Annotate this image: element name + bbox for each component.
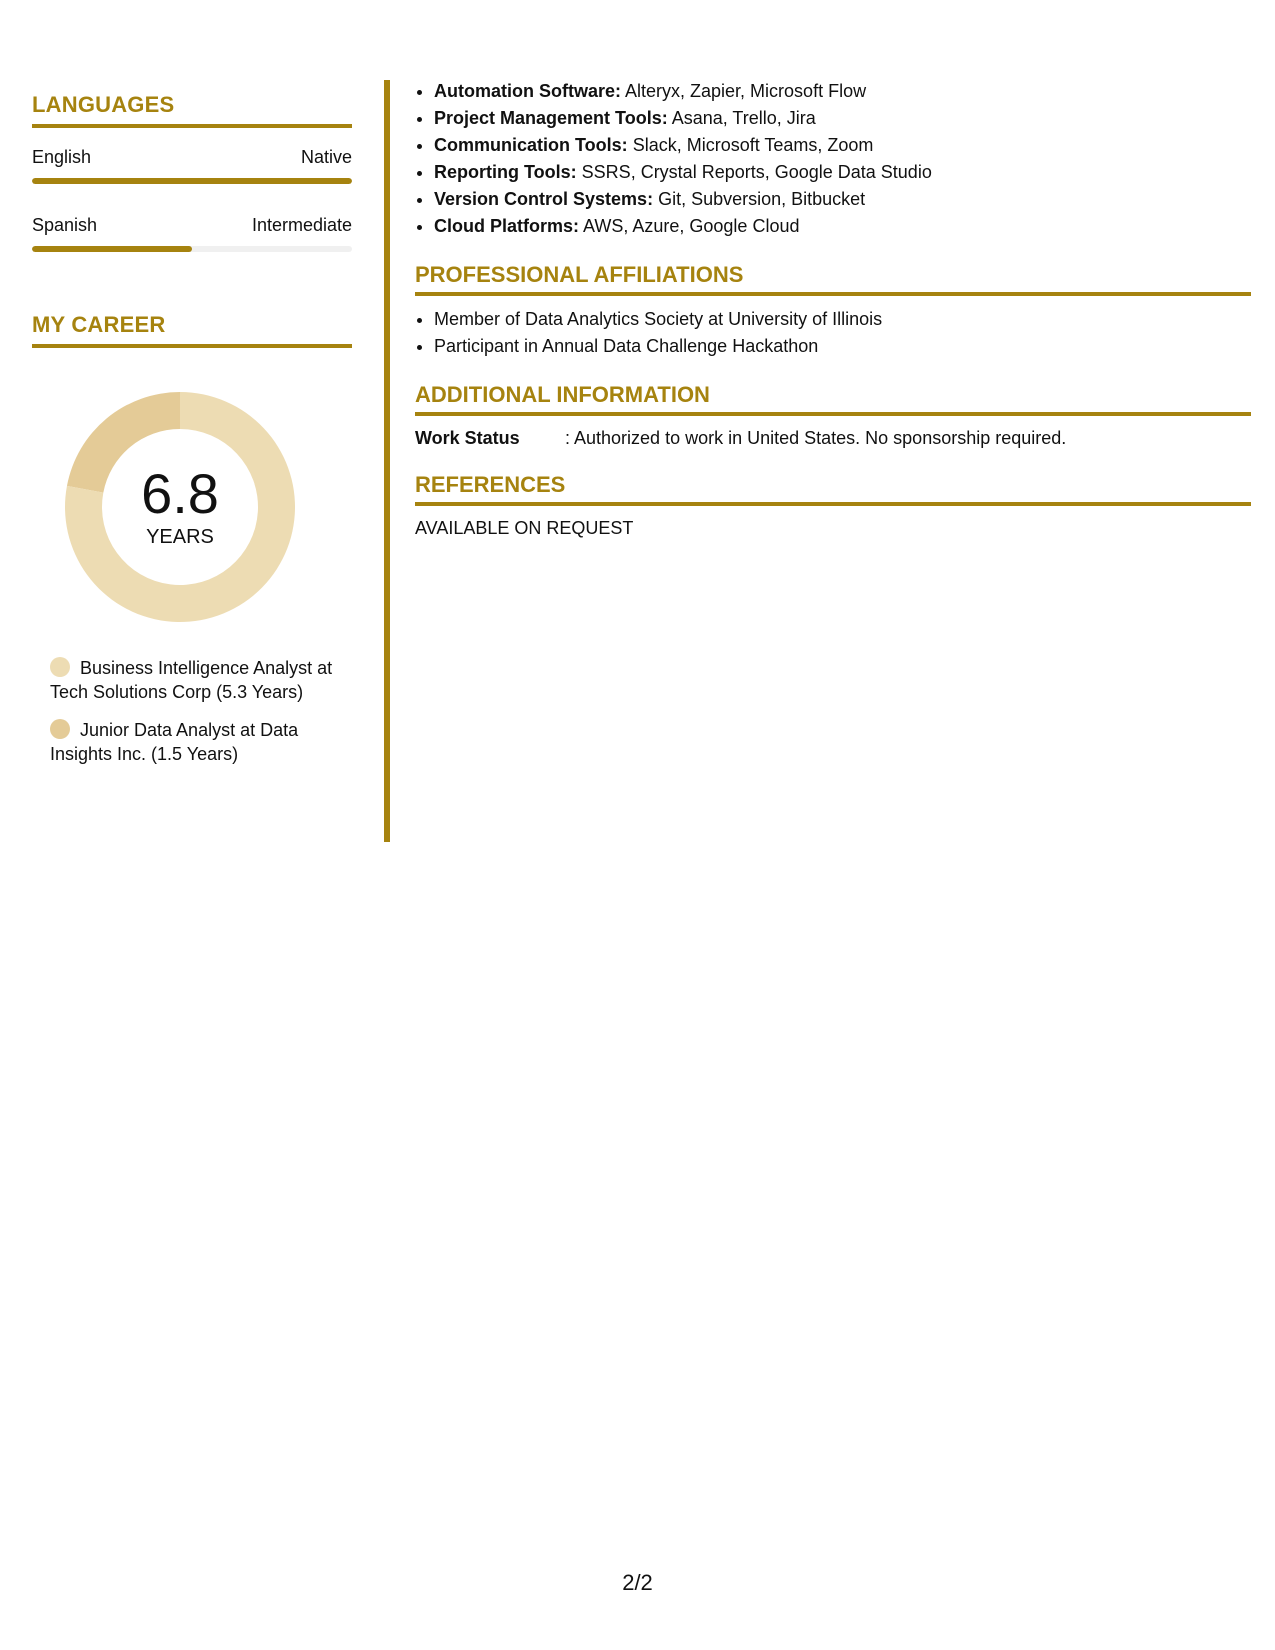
references-text: AVAILABLE ON REQUEST [415, 518, 634, 538]
language-name: Spanish [32, 215, 98, 235]
skill-item [434, 78, 1251, 105]
language-proficiency-bar [32, 178, 352, 184]
languages-section [32, 92, 352, 252]
skill-label: Communication Tools: [434, 135, 628, 155]
language-proficiency-fill [32, 246, 192, 252]
language-item [32, 146, 352, 184]
career-heading: MY CAREER [32, 312, 352, 348]
affiliation-item: • Member of Data Analytics Society at University of Illinois [434, 306, 1251, 333]
skill-item [434, 186, 1251, 213]
language-level: Intermediate [251, 215, 352, 235]
skills-list [415, 78, 1251, 240]
skill-label: Reporting Tools: [434, 162, 577, 182]
work-status-row [415, 426, 1251, 450]
skill-value: Slack, Microsoft Teams, Zoom [632, 135, 874, 155]
legend-dot-icon [50, 719, 70, 739]
affiliations-list [415, 306, 1251, 360]
additional-info-section [415, 382, 1251, 450]
skill-item [434, 132, 1251, 159]
references-heading: REFERENCES [415, 472, 1251, 506]
skill-value: Git, Subversion, Bitbucket [658, 189, 866, 209]
skill-label: Cloud Platforms: [434, 216, 580, 236]
legend-dot-icon [50, 657, 70, 677]
skill-value: Asana, Trello, Jira [671, 108, 816, 128]
additional-info-heading: ADDITIONAL INFORMATION [415, 382, 1251, 416]
career-legend [50, 656, 340, 766]
language-name: English [32, 147, 92, 167]
work-status-label: Work Status [415, 428, 520, 448]
skill-label: Project Management Tools: [434, 108, 668, 128]
affiliations-heading: PROFESSIONAL AFFILIATIONS [415, 262, 1251, 296]
skill-value: SSRS, Crystal Reports, Google Data Studio [581, 162, 932, 182]
career-donut-chart [65, 392, 295, 622]
skill-item [434, 105, 1251, 132]
language-level: Native [300, 147, 352, 167]
career-total-unit: YEARS [146, 526, 214, 548]
skill-item [434, 159, 1251, 186]
skill-label: Automation Software: [434, 81, 621, 101]
references-section [415, 472, 1251, 540]
skill-value: AWS, Azure, Google Cloud [583, 216, 800, 236]
career-role-label: Junior Data Analyst at Data Insights Inc. (1.5 Years) [50, 720, 299, 764]
career-legend-item [50, 718, 340, 766]
left-column [32, 92, 352, 780]
affiliations-section [415, 262, 1251, 360]
career-role-label: Business Intelligence Analyst at Tech Solutions Corp (5.3 Years) [50, 658, 333, 702]
page-number: 2/2 [622, 1570, 653, 1595]
languages-list [32, 146, 352, 252]
language-item [32, 214, 352, 252]
skill-label: Version Control Systems: [434, 189, 654, 209]
career-legend-item [50, 656, 340, 704]
work-status-value: : Authorized to work in United States. No sponsorship required. [565, 428, 1067, 448]
career-section [32, 312, 352, 766]
skill-value: Alteryx, Zapier, Microsoft Flow [625, 81, 867, 101]
career-total-value: 6.8 [141, 462, 219, 525]
right-column [415, 78, 1251, 540]
languages-heading: LANGUAGES [32, 92, 352, 128]
language-proficiency-fill [32, 178, 352, 184]
affiliation-item: • Participant in Annual Data Challenge Hackathon [434, 333, 1251, 360]
skill-item [434, 213, 1251, 240]
language-proficiency-bar [32, 246, 352, 252]
column-divider [384, 80, 390, 842]
